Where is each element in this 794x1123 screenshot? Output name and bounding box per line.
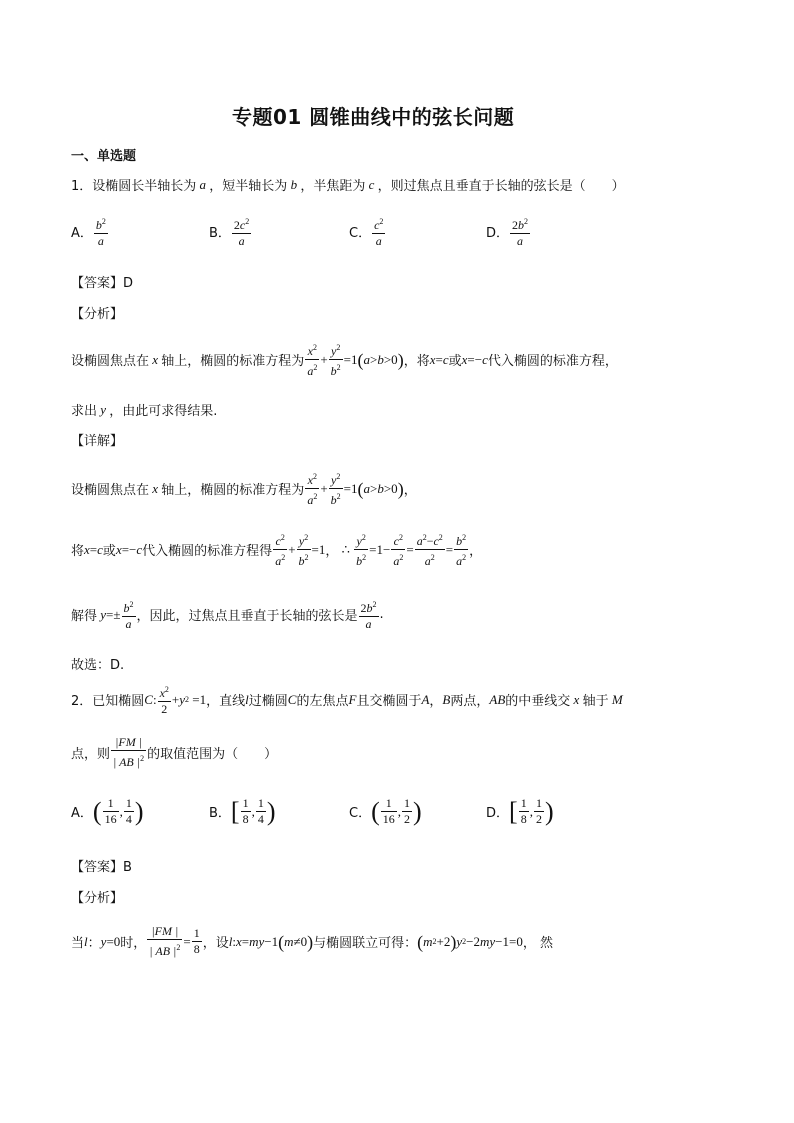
- text: 且交椭圆于: [356, 694, 422, 709]
- text: ， 然: [522, 936, 553, 951]
- text: 的中垂线交: [505, 694, 571, 709]
- text: 代入椭圆的标准方程，: [487, 354, 618, 369]
- q1-detail-line: 解得 y =± $\frac{b^2}{a}$ ，因此，过焦点且垂直于长轴的弦长是 $\frac{2b^2}{a}$ .: [71, 597, 384, 632]
- q1-number: 1．: [71, 179, 93, 194]
- text: ，直线: [206, 694, 246, 709]
- q1-option-b[interactable]: B． $\frac{2c^2}{a}$: [209, 214, 252, 249]
- q1-detail-heading: 【详解】: [71, 434, 124, 449]
- q1-detail-line: 设椭圆焦点在 x 轴上，椭圆的标准方程为 $\frac{x^2}{a^2}$ + $\frac{y^2}{b^2}$ =1 ( a > b >0 ) ，: [71, 469, 417, 508]
- text: 时，: [120, 936, 147, 951]
- q2-option-c[interactable]: C． ( $\frac{1}{16}$ , $\frac{1}{2}$ ): [349, 796, 422, 826]
- text: 轴上，椭圆的标准方程为: [161, 483, 305, 498]
- option-label: D．: [486, 226, 510, 241]
- text: 已知椭圆: [92, 694, 145, 709]
- text: 设椭圆焦点在: [71, 354, 150, 369]
- text: 轴于: [582, 694, 609, 709]
- option-label: C．: [349, 226, 372, 241]
- text: 代入椭圆的标准方程得: [142, 544, 273, 559]
- text: 过椭圆: [248, 694, 288, 709]
- text: 解得: [71, 609, 98, 624]
- option-label: B．: [209, 226, 231, 241]
- text: 将: [71, 544, 85, 559]
- q1-option-a[interactable]: A． $\frac{b^2}{a}$: [71, 214, 109, 249]
- section-heading: 一、单选题: [71, 149, 137, 164]
- q1-analysis-line: 求出 y ，由此可求得结果.: [71, 401, 218, 419]
- option-label: A．: [71, 226, 93, 241]
- text: ，将: [403, 354, 430, 369]
- q1-stem-text: ，短半轴长为: [209, 179, 288, 194]
- q2-option-d[interactable]: D． [ $\frac{1}{8}$ , $\frac{1}{2}$ ): [486, 796, 554, 826]
- option-label: C．: [349, 806, 372, 821]
- q1-stem-text: ，半焦距为: [300, 179, 366, 194]
- q1-option-c[interactable]: C． $\frac{c^2}{a}$: [349, 214, 386, 249]
- text: 或: [102, 544, 116, 559]
- q2-analysis-line: 当 l ： y =0 时， $\frac{|FM |}{| AB |^2}$ = $\frac{1}{8}$ ，设 l : x = my −1 ( m ≠0 ) 与椭圆联立可得： ( m 2 +2 ) y 2 −2 my −1=0 ， 然: [71, 924, 553, 958]
- q1-stem-text: ，则过焦点且垂直于长轴的弦长是（ ）: [377, 179, 625, 194]
- q2-answer: 【答案】B: [71, 860, 132, 875]
- text: 的左焦点: [296, 694, 349, 709]
- q1-answer: 【答案】D: [71, 276, 134, 291]
- q2-stem-line-2: 点，则 $\frac{|FM |}{| AB |^2}$ 的取值范围为（ ）: [71, 735, 278, 769]
- q1-analysis-heading: 【分析】: [71, 307, 124, 322]
- page-title: 专题01 圆锥曲线中的弦长问题: [232, 105, 515, 129]
- text: ，因此，过焦点且垂直于长轴的弦长是: [136, 609, 358, 624]
- q1-detail-line: 将 x = c 或 x =− c 代入椭圆的标准方程得 $\frac{c^2}{a^2}$ + $\frac{y^2}{b^2}$ =1 ， ∴ $\frac{y^2}{b^2}$ =1− $\frac{c^2}{a^2}$ = $\frac{a^2-c^2}{a^2}$ = $\frac{b^2}{a^2}$ ，: [71, 530, 482, 569]
- option-label: B．: [209, 806, 231, 821]
- text: 设椭圆焦点在: [71, 483, 150, 498]
- option-label: D．: [486, 806, 510, 821]
- text: 或: [448, 354, 462, 369]
- text: 轴上，椭圆的标准方程为: [161, 354, 305, 369]
- q2-number: 2．: [71, 694, 93, 709]
- q1-stem: 1． 设椭圆长半轴长为 a ，短半轴长为 b ，半焦距为 c ，则过焦点且垂直于长轴的弦长是（ ）: [71, 176, 625, 194]
- q2-stem: 2． 已知椭圆 C : $\frac{x^2}{2}$ + y 2 =1 ，直线 l 过椭圆 C 的左焦点 F 且交椭圆于 A ， B 两点， AB 的中垂线交 x 轴于 M: [71, 682, 623, 717]
- text: 当: [71, 936, 85, 951]
- text: 求出: [71, 404, 98, 419]
- text: ，设: [202, 936, 229, 951]
- text: 与椭圆联立可得：: [313, 936, 418, 951]
- q1-stem-text: 设椭圆长半轴长为: [92, 179, 197, 194]
- text: ，由此可求得结果.: [109, 404, 218, 419]
- text: 的取值范围为（ ）: [147, 747, 278, 762]
- text: ，: [469, 544, 483, 559]
- q1-analysis-line: 设椭圆焦点在 x 轴上，椭圆的标准方程为 $\frac{x^2}{a^2}$ + $\frac{y^2}{b^2}$ =1 ( a > b >0 ) ，将 x = c 或 x =− c 代入椭圆的标准方程，: [71, 340, 618, 379]
- text: 点，则: [71, 747, 111, 762]
- text: 两点，: [450, 694, 490, 709]
- option-label: A．: [71, 806, 93, 821]
- text: ，: [325, 544, 339, 559]
- text: ，: [403, 483, 417, 498]
- q2-option-a[interactable]: A． ( $\frac{1}{16}$ , $\frac{1}{4}$ ): [71, 796, 144, 826]
- text: ，: [429, 694, 443, 709]
- text: ：: [87, 936, 101, 951]
- q2-analysis-heading: 【分析】: [71, 891, 124, 906]
- text: .: [379, 607, 384, 622]
- q1-option-d[interactable]: D． $\frac{2b^2}{a}$: [486, 214, 531, 249]
- q2-option-b[interactable]: B． [ $\frac{1}{8}$ , $\frac{1}{4}$ ): [209, 796, 276, 826]
- q1-conclusion: 故选：D.: [71, 658, 125, 673]
